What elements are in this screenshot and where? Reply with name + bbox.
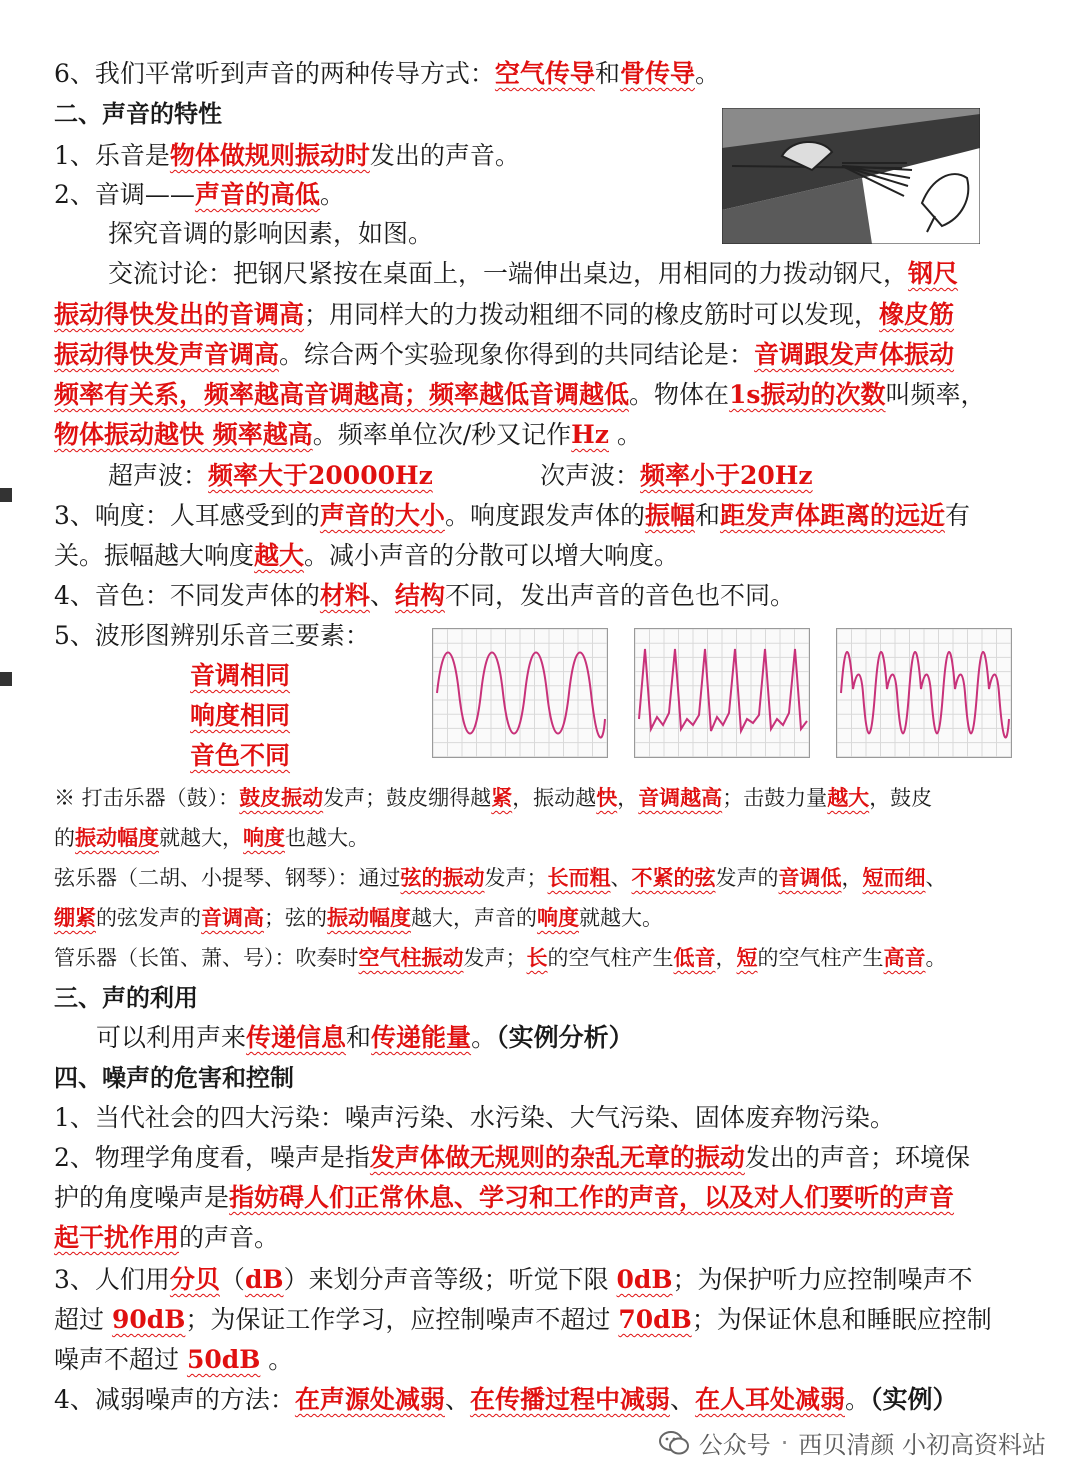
note-strings: 弦乐器（二胡、小提琴、钢琴）：通过弦的振动发声；长而粗、不紧的弦发声的音调低，短而细、: [54, 865, 947, 890]
p9-ultrasonic: 超声波：频率大于20000Hz: [108, 461, 433, 490]
answer: Hz: [571, 420, 609, 449]
answer: 结构: [394, 581, 445, 610]
note-percussion: ※ 打击乐器（鼓）：鼓皮振动发声；鼓皮绷得越紧，振动越快，音调越高；击鼓力量越大，鼓皮: [54, 785, 933, 810]
waveform-complex-2: [836, 628, 1012, 758]
p9-infrasonic: 次声波：频率小于20Hz: [540, 461, 813, 490]
answer: 音调跟发声体振动: [754, 340, 955, 369]
z1: 1、当代社会的四大污染：噪声污染、水污染、大气污染、固体废弃物污染。: [54, 1103, 895, 1132]
margin-mark: [0, 672, 12, 686]
answer: 振动得快发出的音调高: [54, 300, 305, 329]
answer: 振幅: [644, 501, 695, 530]
margin-mark: [0, 488, 12, 502]
answer: 橡皮筋: [879, 300, 955, 329]
answer: 声音的高低: [194, 180, 320, 209]
answer: 骨传导: [619, 59, 695, 88]
answer: 声音的大小: [319, 501, 445, 530]
z2: 2、物理学角度看，噪声是指发声体做无规则的杂乱无章的振动发出的声音；环境保: [54, 1143, 970, 1172]
p3: 探究音调的影响因素，如图。: [108, 219, 434, 248]
wave-label-pitch: 音调相同: [190, 661, 291, 690]
answer: 空气传导: [494, 59, 595, 88]
p4: 交流讨论：把钢尺紧按在桌面上，一端伸出桌边，用相同的力拨动钢尺，钢尺: [108, 259, 959, 288]
z4: 起干扰作用的声音。: [54, 1223, 280, 1252]
answer: 振动得快发声音调高: [54, 340, 280, 369]
note-strings-2: 绷紧的弦发声的音调高；弦的振动幅度越大，声音的响度就越大。: [54, 905, 663, 930]
p6: 振动得快发声音调高。综合两个实验现象你得到的共同结论是：音调跟发声体振动: [54, 340, 955, 369]
wave-label-loudness: 响度相同: [190, 701, 291, 730]
wave-label-timbre: 音色不同: [190, 741, 291, 770]
answer: 频率小于20Hz: [640, 461, 813, 490]
z6: 超过 90dB；为保证工作学习，应控制噪声不超过 70dB；为保证休息和睡眠应控制: [54, 1305, 992, 1334]
section-heading-3: 三、声的利用: [54, 984, 198, 1012]
line-conduction: 6、我们平常听到声音的两种传导方式：空气传导和骨传导。: [54, 59, 720, 88]
p8: 物体振动越快 频率越高。频率单位次/秒又记作Hz 。: [54, 420, 642, 449]
section-heading-4: 四、噪声的危害和控制: [54, 1064, 294, 1092]
answer: 材料: [319, 581, 370, 610]
p13: 5、波形图辨别乐音三要素：: [54, 621, 370, 650]
answer: 1s振动的次数: [729, 380, 886, 409]
p2: 2、音调——声音的高低。: [54, 180, 345, 209]
wechat-icon: [659, 1430, 689, 1456]
p11: 关。振幅越大响度越大。减小声音的分散可以增大响度。: [54, 541, 680, 570]
note-percussion-2: 的振动幅度就越大，响度也越大。: [54, 825, 369, 850]
answer: 越大: [254, 541, 305, 570]
z3: 护的角度噪声是指妨碍人们正常休息、学习和工作的声音，以及对人们要听的声音: [54, 1183, 955, 1212]
answer: 物体振动越快 频率越高: [54, 420, 313, 449]
p7: 频率有关系，频率越高音调越高；频率越低音调越低。物体在1s振动的次数叫频率，: [54, 380, 986, 409]
waveform-sine: [432, 628, 608, 758]
answer: 频率大于20000Hz: [208, 461, 433, 490]
waveform-complex-1: [634, 628, 810, 758]
u1: 可以利用声来传递信息和传递能量。（实例分析）: [96, 1023, 634, 1052]
answer: 钢尺: [908, 259, 959, 288]
z7: 噪声不超过 50dB 。: [54, 1345, 294, 1374]
p10: 3、响度：人耳感受到的声音的大小。响度跟发声体的振幅和距发声体距离的远近有: [54, 501, 971, 530]
p5: 振动得快发出的音调高；用同样大的力拨动粗细不同的橡皮筋时可以发现，橡皮筋: [54, 300, 955, 329]
answer: 物体做规则振动时: [169, 141, 370, 170]
note-winds: 管乐器（长笛、萧、号）：吹奏时空气柱振动发声；长的空气柱产生低音，短的空气柱产生高音。: [54, 945, 947, 970]
z8: 4、减弱噪声的方法：在声源处减弱、在传播过程中减弱、在人耳处减弱。（实例）: [54, 1385, 958, 1414]
section-heading-2: 二、声音的特性: [54, 100, 222, 128]
answer: 距发声体距离的远近: [719, 501, 945, 530]
p12: 4、音色：不同发声体的材料、结构不同，发出声音的音色也不同。: [54, 581, 795, 610]
watermark: 公众号 · 西贝清颜 小初高资料站: [659, 1425, 1046, 1460]
answer: 频率有关系，频率越高音调越高；频率越低音调越低: [54, 380, 630, 409]
z5: 3、人们用分贝（dB）来划分声音等级；听觉下限 0dB；为保护听力应控制噪声不: [54, 1265, 973, 1294]
p1: 1、乐音是物体做规则振动时发出的声音。: [54, 141, 520, 170]
